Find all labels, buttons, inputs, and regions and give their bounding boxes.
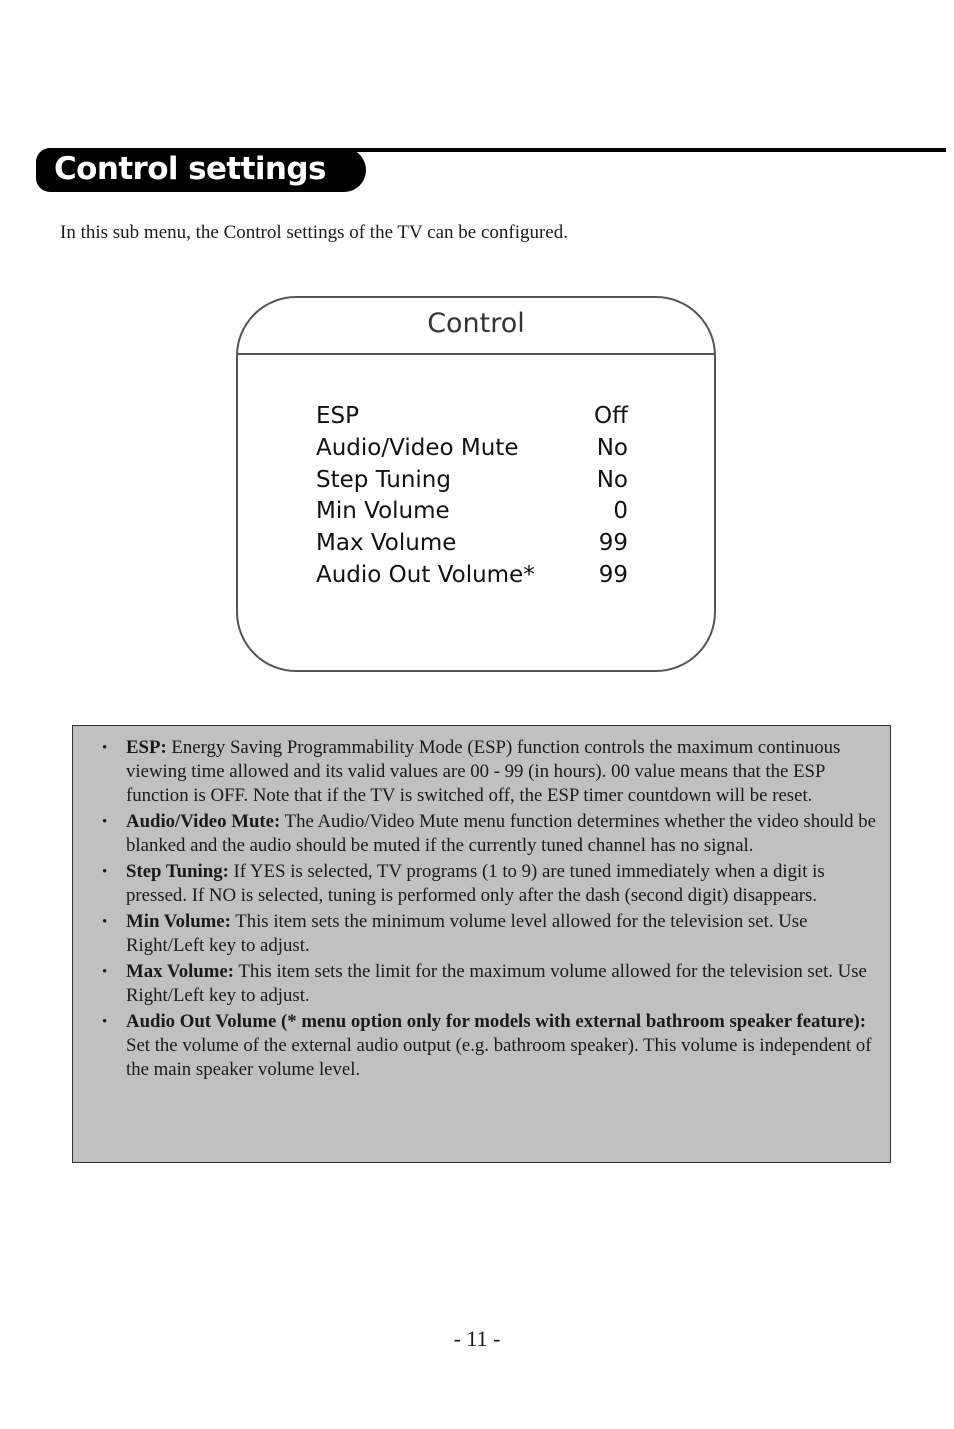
list-item [102, 810, 876, 858]
menu-row-value: No [596, 467, 628, 493]
menu-row-audio-video-mute [316, 432, 628, 464]
menu-row-value: 99 [598, 562, 628, 588]
menu-row-label: Max Volume [316, 530, 457, 556]
menu-row-value: No [596, 435, 628, 461]
item-term: Audio Out Volume (* menu option only for models with external bathroom speaker feature): [126, 1011, 866, 1032]
menu-row-value: Off [594, 403, 628, 429]
menu-row-value: 0 [613, 498, 628, 524]
menu-row-value: 99 [598, 530, 628, 556]
menu-row-label: ESP [316, 403, 360, 429]
item-text: Energy Saving Programmability Mode (ESP) function controls the maximum continuous viewing time allowed and its valid values are 00 - 99 (in hours). 00 value means that the ESP function is OFF. Note that if the TV is switched off, the ESP timer countdown will be reset. [126, 737, 841, 806]
bullet: • [102, 740, 108, 756]
menu-row-label: Audio/Video Mute [316, 435, 519, 461]
menu-row-label: Audio Out Volume* [316, 562, 535, 588]
header-rule [340, 148, 946, 152]
item-text: If YES is selected, TV programs (1 to 9) are tuned immediately when a digit is pressed. If NO is selected, tuning is performed only after the dash (second digit) disappears. [126, 861, 825, 906]
item-text: This item sets the limit for the maximum volume allowed for the television set. Use Right/Left key to adjust. [126, 961, 867, 1006]
list-item [102, 736, 876, 808]
page-title: Control settings [54, 151, 326, 187]
intro-text: In this sub menu, the Control settings of the TV can be configured. [60, 222, 568, 243]
control-menu-screen [236, 296, 716, 672]
menu-divider [238, 353, 714, 355]
item-term: ESP: [126, 737, 167, 758]
item-text: The Audio/Video Mute menu function determines whether the video should be blanked and the audio should be muted if the currently tuned channel has no signal. [126, 811, 876, 856]
bullet: • [102, 914, 108, 930]
menu-row-esp [316, 400, 628, 432]
page-number: - 11 - [453, 1326, 501, 1351]
list-item [102, 960, 876, 1008]
info-box [72, 725, 891, 1163]
menu-row-label: Step Tuning [316, 467, 451, 493]
list-item [102, 910, 876, 958]
item-text: This item sets the minimum volume level allowed for the television set. Use Right/Left key to adjust. [126, 911, 808, 956]
menu-row-min-volume [316, 495, 628, 527]
item-term: Audio/Video Mute: [126, 811, 281, 832]
menu-title: Control [427, 308, 525, 339]
menu-row-audio-out-volume [316, 559, 628, 591]
bullet: • [102, 964, 108, 980]
item-text: Set the volume of the external audio output (e.g. bathroom speaker). This volume is independent of the main speaker volume level. [126, 1035, 872, 1080]
bullet: • [102, 1014, 108, 1030]
item-term: Min Volume: [126, 911, 231, 932]
bullet: • [102, 814, 108, 830]
list-item [102, 1010, 876, 1082]
bullet: • [102, 864, 108, 880]
menu-row-label: Min Volume [316, 498, 450, 524]
info-list [73, 726, 890, 1082]
list-item [102, 860, 876, 908]
menu-row-max-volume [316, 527, 628, 559]
menu-row-step-tuning [316, 464, 628, 496]
item-term: Max Volume: [126, 961, 234, 982]
item-term: Step Tuning: [126, 861, 229, 882]
